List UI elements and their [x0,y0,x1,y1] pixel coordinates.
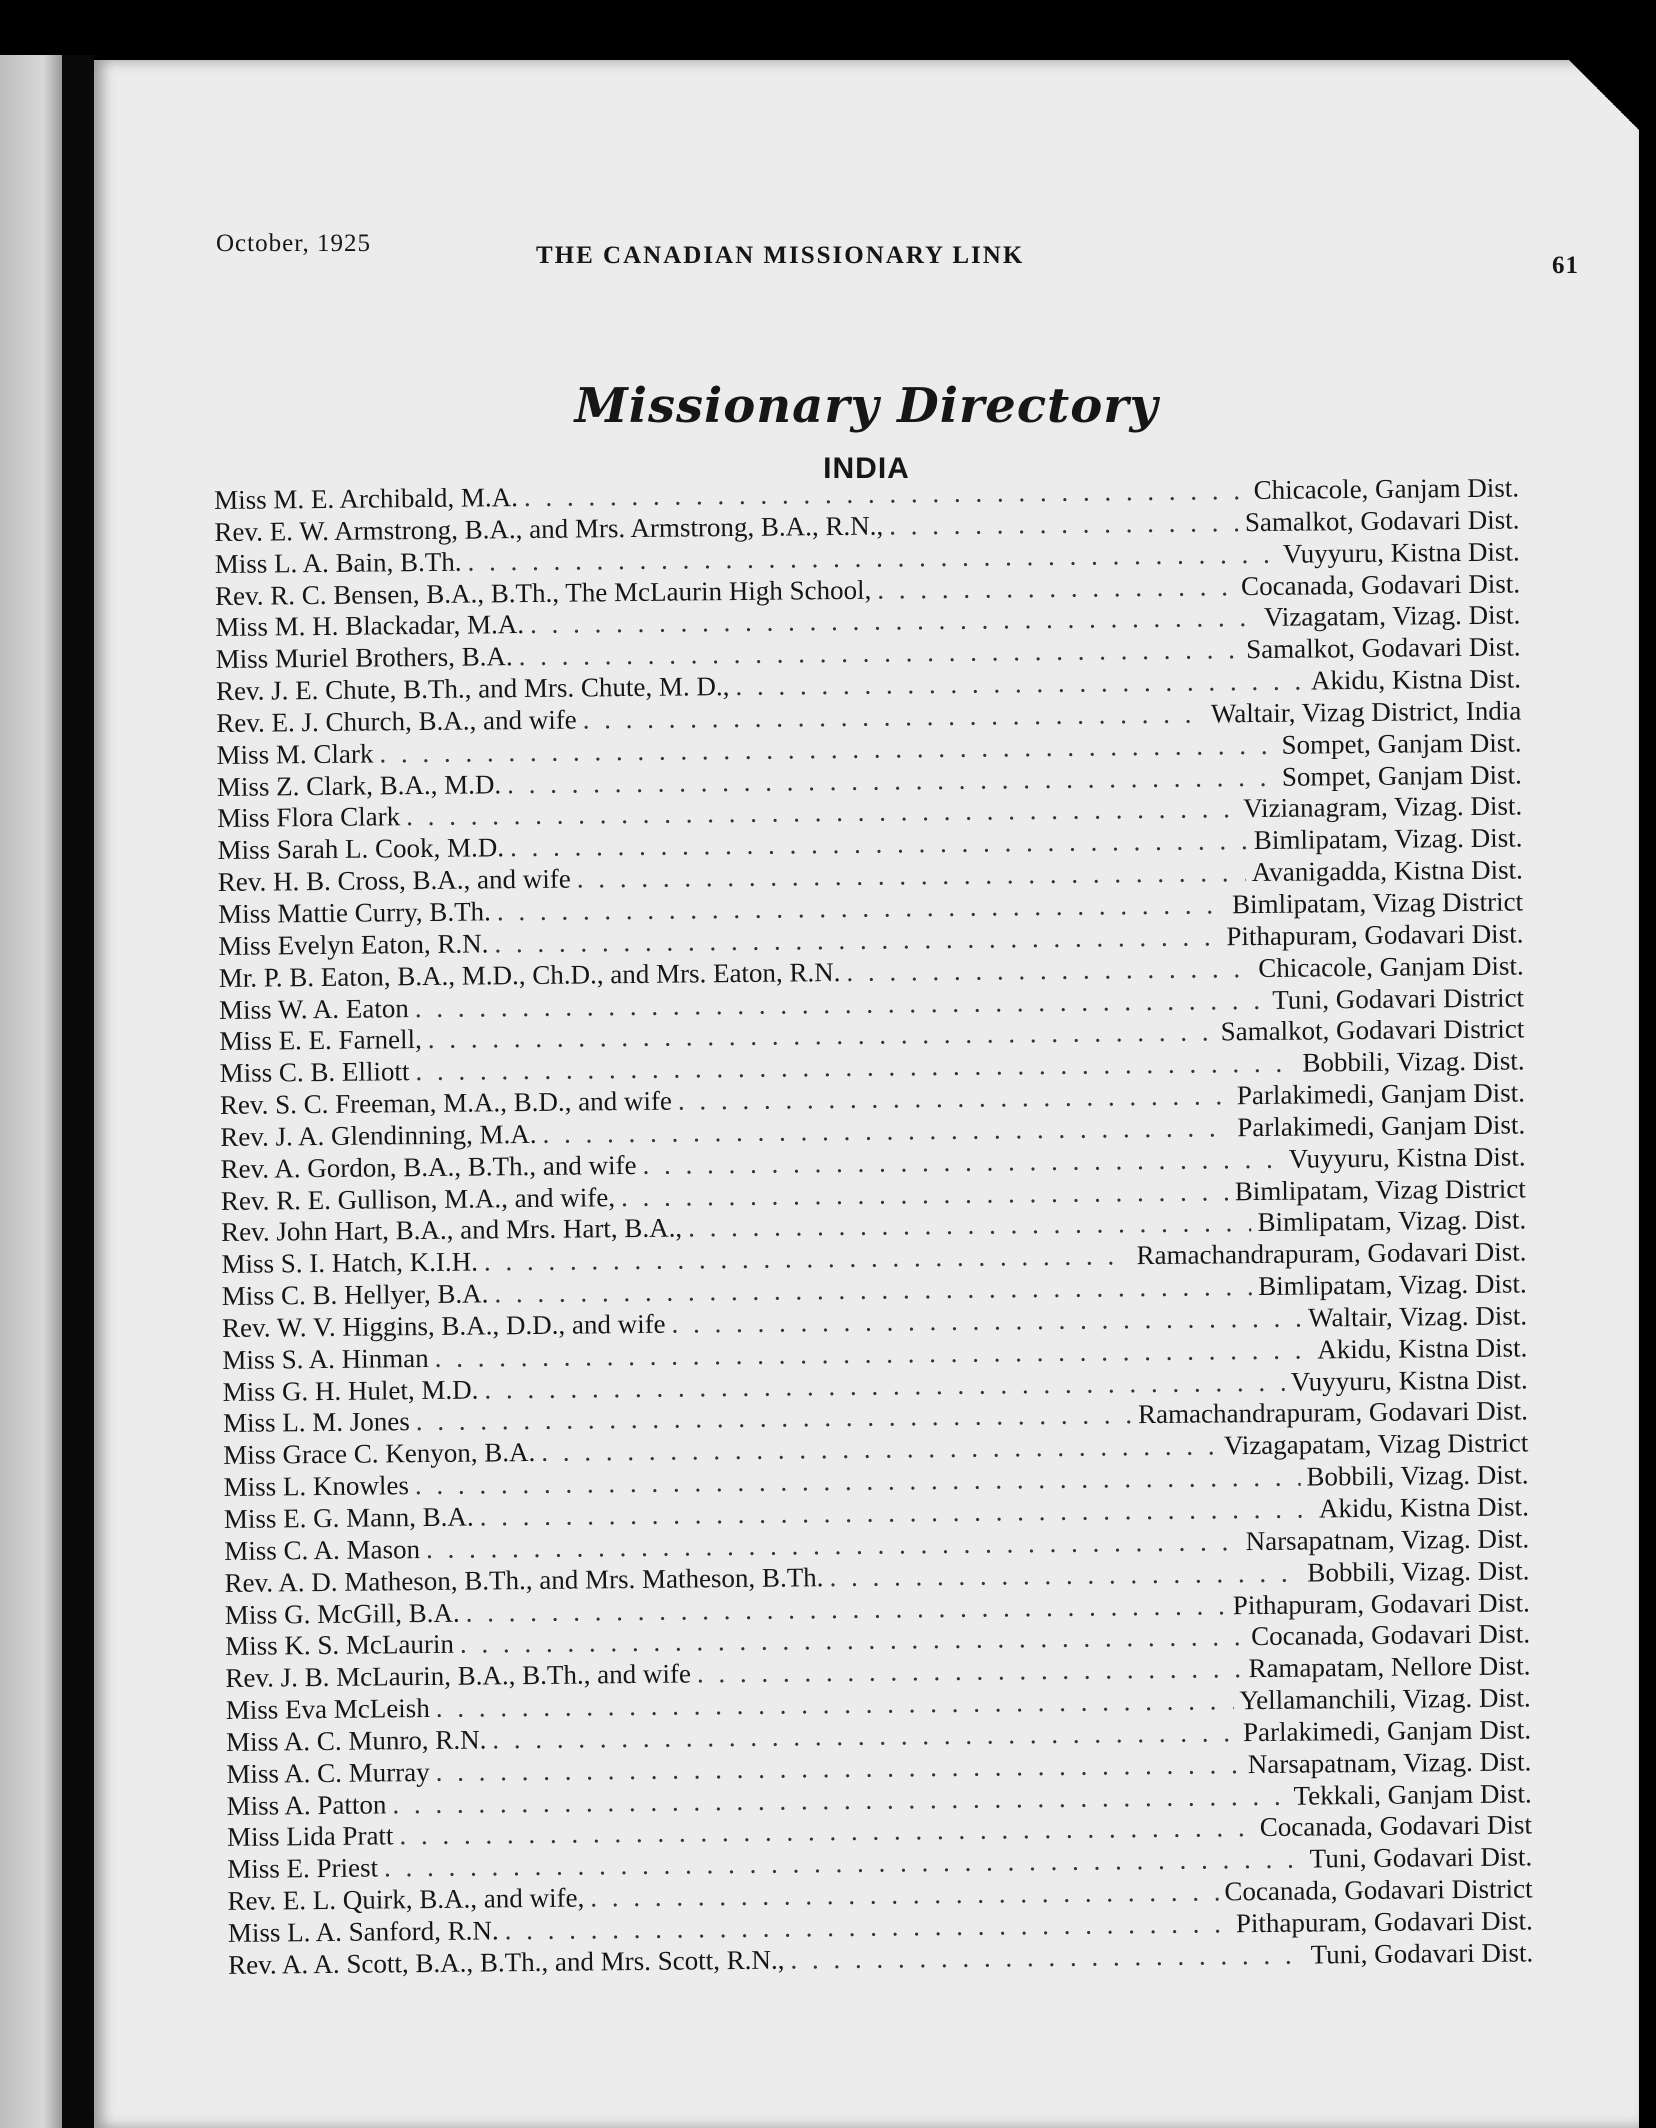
station-location: Tuni, Godavari Dist. [1309,1841,1533,1874]
missionary-name: Miss Grace C. Kenyon, B.A. [223,1437,536,1471]
missionary-name: Rev. H. B. Cross, B.A., and wife [217,863,571,898]
header-date: October, 1925 [216,230,372,257]
dot-leader [829,1557,1301,1593]
station-location: Narsapatnam, Vizag. Dist. [1245,1523,1530,1556]
facing-page-edge [0,55,62,2128]
station-location: Cocanada, Godavari Dist. [1251,1618,1531,1652]
missionary-name: Miss L. Knowles [223,1470,410,1503]
missionary-name: Miss E. G. Mann, B.A. [223,1501,474,1534]
missionary-name: Miss G. H. Hulet, M.D. [222,1374,479,1407]
missionary-name: Miss S. A. Hinman [222,1342,429,1375]
document-page [94,60,1639,2128]
missionary-name: Miss Eva McLeish [225,1693,430,1726]
missionary-name: Miss A. Patton [226,1788,387,1821]
missionary-name: Miss L. A. Sanford, R.N. [227,1915,499,1948]
missionary-name: Rev. R. E. Gullison, M.A., and wife, [220,1181,616,1216]
missionary-name: Rev. A. Gordon, B.A., B.Th., and wife [220,1149,637,1184]
running-header [216,230,1579,280]
station-location: Vuyyuru, Kistna Dist. [1282,536,1520,569]
station-location: Bimlipatam, Vizag. Dist. [1257,1204,1527,1238]
station-location: Chicacole, Ganjam Dist. [1258,950,1524,983]
station-location: Ramapatam, Nellore Dist. [1248,1650,1531,1684]
section-heading: INDIA [823,452,910,485]
station-location: Vizagapatam, Vizag District [1223,1427,1529,1461]
station-location: Waltair, Vizag. Dist. [1308,1300,1528,1333]
station-location: Samalkot, Godavari District [1220,1013,1525,1047]
missionary-name: Miss Flora Clark [217,801,401,834]
station-location: Cocanada, Godavari Dist [1259,1809,1533,1843]
missionary-name: Miss L. A. Bain, B.Th. [214,546,462,579]
missionary-name: Miss A. C. Munro, R.N. [225,1724,487,1757]
dot-leader [877,571,1235,606]
missionary-name: Rev. E. L. Quirk, B.A., and wife, [227,1882,585,1917]
missionary-name: Miss Muriel Brothers, B.A. [215,641,513,675]
directory-list [214,472,1533,1981]
station-location: Samalkot, Godavari Dist. [1246,631,1521,665]
station-location: Tuni, Godavari District [1272,981,1525,1015]
missionary-name: Miss A. C. Murray [226,1756,430,1789]
station-location: Bimlipatam, Vizag. Dist. [1253,822,1523,856]
station-location: Samalkot, Godavari Dist. [1244,504,1520,537]
missionary-name: Miss Mattie Curry, B.Th. [217,896,491,929]
missionary-name: Miss C. B. Hellyer, B.A. [221,1278,489,1312]
missionary-name: Rev. A. D. Matheson, B.Th., and Mrs. Matheson, B.Th. [224,1561,824,1598]
missionary-name: Miss Evelyn Eaton, R.N. [218,928,489,961]
station-location: Avanigadda, Kistna Dist. [1251,854,1523,888]
missionary-name: Miss Sarah L. Cook, M.D. [217,832,505,866]
missionary-name: Rev. A. A. Scott, B.A., B.Th., and Mrs. Scott, R.N., [228,1944,785,1980]
missionary-name: Miss Lida Pratt [226,1820,394,1853]
station-location: Ramachandrapuram, Godavari Dist. [1137,1395,1529,1430]
station-location: Sompet, Ganjam Dist. [1281,727,1522,760]
station-location: Chicacole, Ganjam Dist. [1253,472,1520,506]
dot-leader [846,953,1252,989]
station-location: Pithapuram, Godavari Dist. [1232,1586,1530,1620]
station-location: Akidu, Kistna Dist. [1317,1332,1528,1365]
station-location: Vuyyuru, Kistna Dist. [1288,1141,1526,1174]
missionary-name: Rev. R. C. Bensen, B.A., B.Th., The McLaurin High School, [214,574,872,611]
station-location: Tekkali, Ganjam Dist. [1293,1778,1532,1811]
missionary-name: Miss K. S. McLaurin [225,1629,455,1662]
missionary-name: Rev. W. V. Higgins, B.A., D.D., and wife [221,1308,666,1343]
missionary-name: Miss M. E. Archibald, M.A. [214,482,519,515]
missionary-name: Rev. J. E. Chute, B.Th., and Mrs. Chute, M. D., [215,671,730,707]
missionary-name: Rev. S. C. Freeman, M.A., B.D., and wife [219,1085,673,1121]
missionary-name: Miss L. M. Jones [222,1406,410,1439]
missionary-name: Miss W. A. Eaton [218,992,409,1025]
station-location: Waltair, Vizag District, India [1210,695,1522,729]
dot-leader [697,1653,1243,1690]
station-location: Parlakimedi, Ganjam Dist. [1242,1714,1532,1748]
missionary-name: Miss C. A. Mason [224,1533,421,1566]
missionary-name: Miss M. Clark [216,738,374,770]
missionary-name: Rev. J. A. Glendinning, M.A. [220,1118,537,1152]
station-location: Tuni, Godavari Dist. [1310,1937,1534,1970]
station-location: Akidu, Kistna Dist. [1310,663,1522,696]
book-spine [62,55,94,2128]
station-location: Bobbili, Vizag. Dist. [1306,1459,1529,1492]
station-location: Vizianagram, Vizag. Dist. [1243,790,1523,824]
missionary-name: Miss M. H. Blackadar, M.A. [215,609,525,643]
station-location: Pithapuram, Godavari Dist. [1226,918,1524,952]
station-location: Cocanada, Godavari District [1224,1873,1533,1907]
station-location: Pithapuram, Godavari Dist. [1235,1905,1533,1939]
missionary-name: Rev. E. W. Armstrong, B.A., and Mrs. Armstrong, B.A., R.N., [214,510,884,547]
station-location: Ramachandrapuram, Godavari Dist. [1136,1236,1527,1271]
missionary-name: Mr. P. B. Eaton, B.A., M.D., Ch.D., and Mrs. Eaton, R.N. [218,956,841,993]
station-location: Bimlipatam, Vizag District [1231,886,1524,920]
missionary-name: Miss S. I. Hatch, K.I.H. [221,1246,479,1280]
station-location: Parlakimedi, Ganjam Dist. [1237,1109,1526,1143]
station-location: Vuyyuru, Kistna Dist. [1290,1364,1528,1397]
page-number: 61 [1552,252,1579,279]
station-location: Sompet, Ganjam Dist. [1281,759,1522,792]
missionary-name: Miss E. E. Farnell, [219,1024,422,1057]
missionary-name: Miss E. Priest [227,1852,379,1885]
station-location: Parlakimedi, Ganjam Dist. [1236,1077,1526,1111]
missionary-name: Rev. E. J. Church, B.A., and wife [216,704,577,738]
dot-leader [790,1939,1304,1976]
station-location: Bobbili, Vizag. Dist. [1307,1555,1530,1588]
station-location: Bobbili, Vizag. Dist. [1302,1045,1525,1078]
page-corner [1569,60,1639,130]
dot-leader [678,1080,1231,1117]
missionary-name: Miss Z. Clark, B.A., M.D. [216,768,502,802]
dot-leader [889,507,1239,542]
missionary-name: Rev. J. B. McLaurin, B.A., B.Th., and wife [225,1658,692,1694]
missionary-name: Miss G. McGill, B.A. [224,1597,460,1630]
missionary-name: Miss C. B. Elliott [219,1056,410,1089]
station-location: Akidu, Kistna Dist. [1318,1491,1530,1524]
station-location: Bimlipatam, Vizag. Dist. [1257,1268,1527,1302]
page-title: Missionary Directory [574,378,1159,434]
missionary-name: Rev. John Hart, B.A., and Mrs. Hart, B.A., [221,1212,683,1248]
station-location: Bimlipatam, Vizag District [1234,1173,1526,1206]
station-location: Yellamanchili, Vizag. Dist. [1239,1682,1531,1716]
station-location: Vizagatam, Vizag. Dist. [1263,599,1521,633]
station-location: Narsapatnam, Vizag. Dist. [1247,1746,1532,1779]
station-location: Cocanada, Godavari Dist. [1240,567,1521,601]
header-publication-title: THE CANADIAN MISSIONARY LINK [536,242,1025,269]
